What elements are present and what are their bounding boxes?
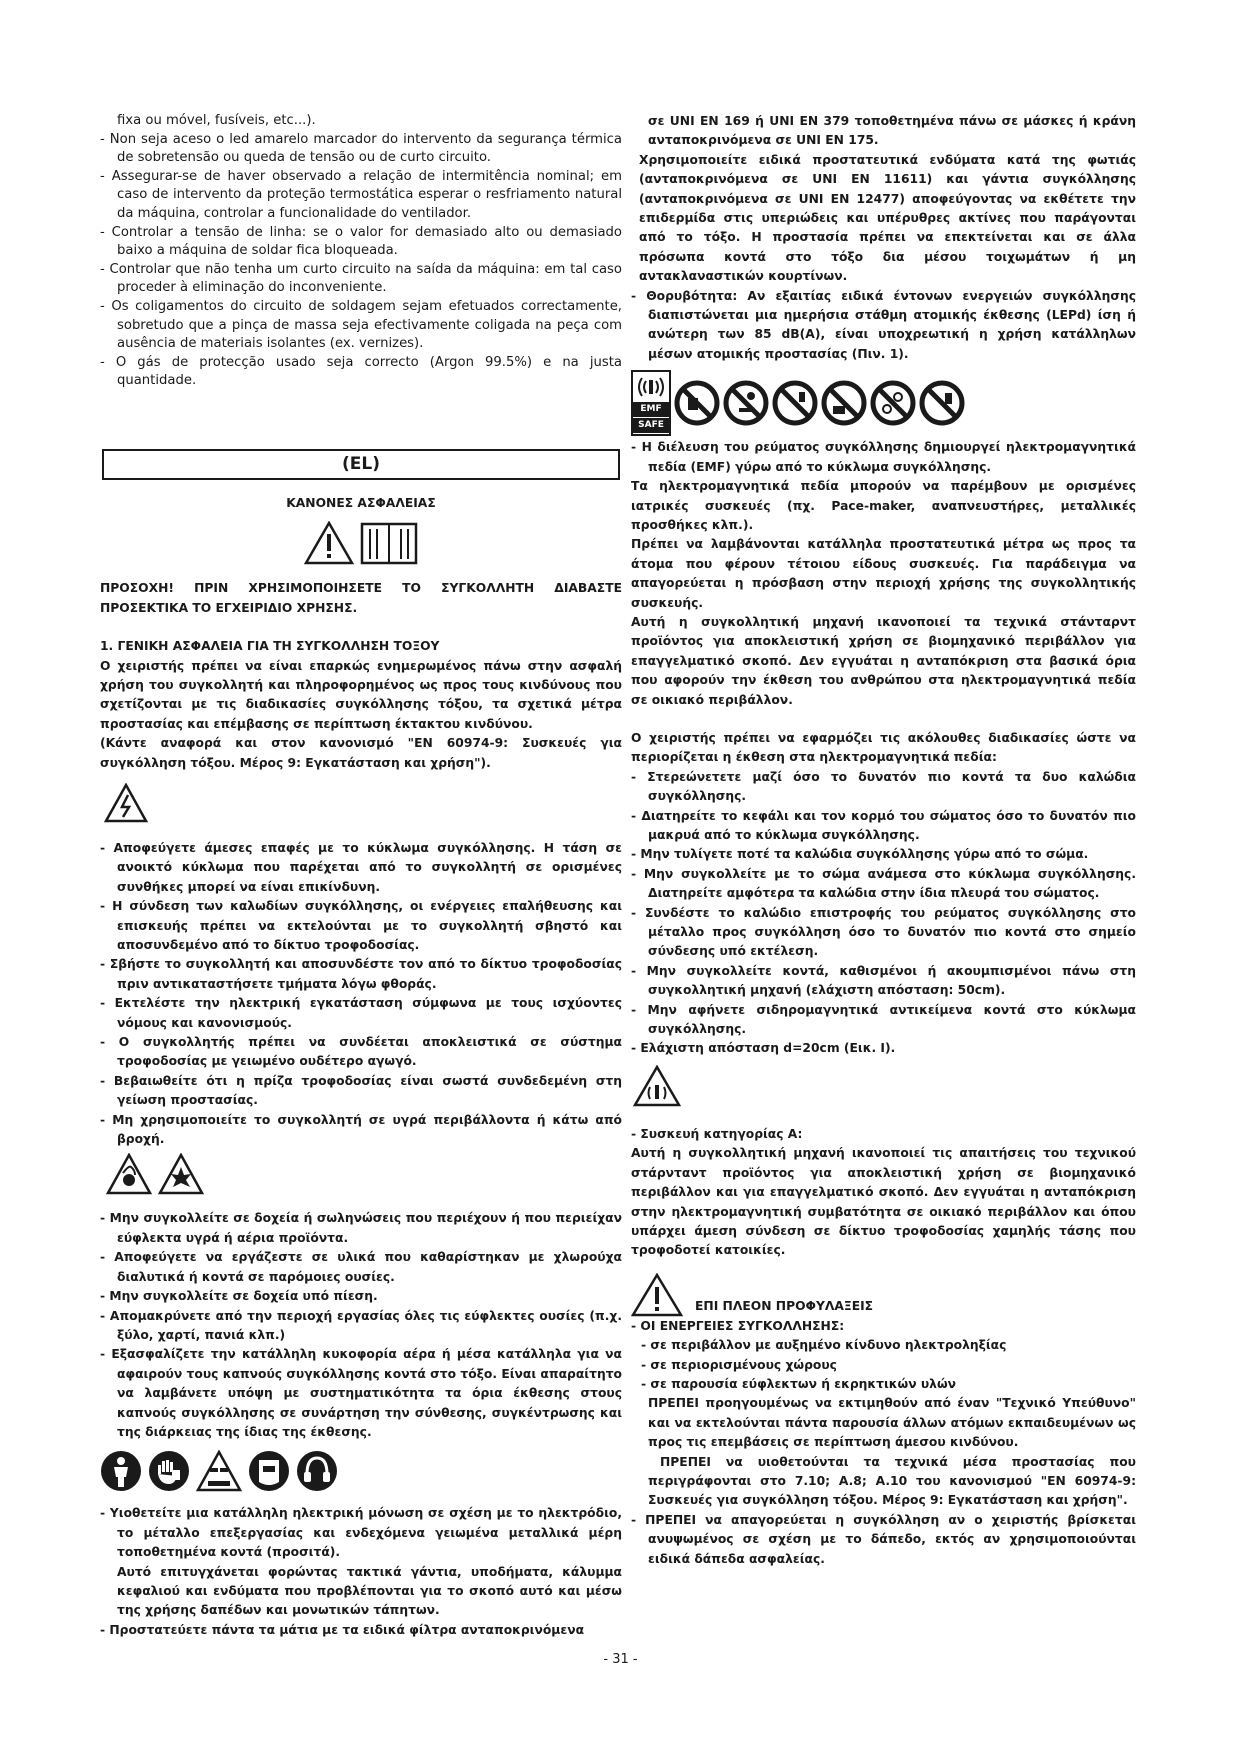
insulation-item: - Υιοθετείτε μια κατάλληλη ηλεκτρική μόνωση σε σχέση με το ηλεκτρόδιο, το μέταλλο επεξεργασίας και ενδεχόμενα γειωμένα μεταλλικά μέρη τοποθετημένα κοντά (προσιτά).	[100, 1506, 622, 1560]
class-a-text: Αυτή η συγκολλητική μηχανή ικανοποιεί τις απαιτήσεις του τεχνικού στάρνταντ προϊόντος για αποκλειστική χρήση σε βιομηχανικό περιβάλλον και για επαγγελματικό σκοπό. Δεν εγγυάται η ανταπόκριση στην ηλεκτρομαγνητική συμβατότητα σε οικιακό περιβάλλον και όπου υπάρχει άμεση σύνδεση σε δίκτυο τροφοδοσίας χαμηλής τάσης που τροφοδοτεί κατοικίες.	[631, 1146, 1136, 1258]
eye-protection-item: - Προστατεύετε πάντα τα μάτια με τα ειδικά φίλτρα ανταποκρινόμενα	[100, 1622, 585, 1637]
left-column	[100, 112, 622, 1640]
operations-title: - ΟΙ ΕΝΕΡΓΕΙΕΣ ΣΥΓΚΟΛΛΗΣΗΣ:	[631, 1318, 845, 1333]
no-electronic-devices-icon	[919, 380, 965, 426]
checklist-item: - Os coligamentos do circuito de soldagem sejam efetuados correctamente, sobretudo que a pinça de massa seja efectivamente coligada na peça com ausência de materiais isolantes (ex. vernizes).	[100, 298, 622, 352]
explosion-warning-icon	[158, 1153, 204, 1195]
insulation-item-cont: Αυτό επιτυγχάνεται φορώντας τακτικά γάντια, υποδήματα, κάλυμμα κεφαλιού και ενδύματα που προβλέπονται για το σκοπό αυτό και μέσω της χρήσης δαπέδων και μονωτικών τάπητων.	[117, 1564, 622, 1618]
right-column	[631, 112, 1136, 1569]
section1-reference: (Κάντε αναφορά και στον κανονισμό "EN 60974-9: Συσκευές για συγκόλληση τόξου. Μέρος 9: Εγκατάσταση και χρήση").	[100, 736, 622, 770]
list-item: - Βεβαιωθείτε ότι η πρίζα τροφοδοσίας είναι σωστά συνδεδεμένη στη γείωση προστασίας.	[100, 1073, 622, 1108]
list-item: - σε παρουσία εύφλεκτων ή εκρηκτικών υλών	[641, 1376, 957, 1391]
no-pacemaker-icon	[674, 380, 720, 426]
eye-protection-cont: σε UNI EN 169 ή UNI EN 379 τοποθετημένα πάνω σε μάσκες ή κράνη ανταποκρινόμενα σε UNI EN 175.	[648, 114, 1136, 148]
list-item: - Μην συγκολλείτε κοντά, καθισμένοι ή ακουμπισμένοι πάνω στη συγκολλητική μηχανή (ελάχιστη απόσταση: 50cm).	[631, 963, 1136, 998]
warning-triangle-icon	[304, 521, 354, 565]
list-item: - Μην συγκολλείτε σε δοχεία υπό πίεση.	[100, 1289, 378, 1304]
safe-label: SAFE	[633, 418, 669, 433]
list-item: - Η σύνδεση των καλωδίων συγκόλλησης, οι ενέργειες επαλήθευσης και επισκευής πρέπει να εκτελούνται με το συγκολλητή σβηστό και αποσυνδεμένο από το δίκτυο τροφοδοσίας.	[100, 899, 622, 952]
list-item: - Στερεώνετετε μαζί όσο το δυνατόν πιο κοντά τα δυο καλώδια συγκόλλησης.	[631, 769, 1136, 804]
emf-safe-icon	[631, 370, 671, 436]
section1-title: 1. ΓΕΝΙΚΗ ΑΣΦΑΛΕΙΑ ΓΙΑ ΤΗ ΣΥΓΚΟΛΛΗΣΗ ΤΟΞΟΥ	[100, 639, 440, 654]
list-item: - Απομακρύνετε από την περιοχή εργασίας όλες τις εύφλεκτες ουσίες (π.χ. ξύλο, χαρτί, πανιά κλπ.)	[100, 1308, 622, 1342]
checklist-item: fixa ou móvel, fusíveis, etc...).	[117, 113, 316, 128]
emf-wave-icon	[634, 372, 668, 402]
list-item: - σε περιβάλλον με αυξημένο κίνδυνο ηλεκτροληξίας	[641, 1338, 1007, 1353]
emf-warning-icon	[633, 1065, 681, 1107]
checklist-item: - Controlar que não tenha um curto circuito na saída da máquina: em tal caso proceder à eliminação do inconveniente.	[100, 261, 622, 296]
no-magnetic-devices-icon	[870, 380, 916, 426]
checklist-item: - Non seja aceso o led amarelo marcador do intervento da segurança térmica de sobretensão ou queda de tensão ou de curto circuito.	[100, 131, 622, 166]
safety-title: ΚΑΝΟΝΕΣ ΑΣΦΑΛΕΙΑΣ	[286, 495, 436, 510]
list-item: - Αποφεύγετε άμεσες επαφές με το κύκλωμα συγκόλλησης. Η τάση σε ανοικτό κύκλωμα που παρέχεται από το συγκολλητή σε ορισμένες συνθήκες μπορεί να είναι επικίνδυνη.	[100, 840, 622, 894]
checklist-item: - Assegurar-se de haver observado a relação de intermitência nominal; em caso de intervento da proteção termostática esperar o resfriamento natural da máquina, controlar a funcionalidade do ventilador.	[100, 168, 622, 221]
emf-prohibition-icons	[631, 370, 1136, 436]
language-header: (EL)	[102, 449, 620, 480]
list-item: - Ο συγκολλητής πρέπει να συνδέεται αποκλειστικά σε σύστημα τροφοδοσίας με γειωμένο ουδέτερο αγωγό.	[100, 1035, 622, 1069]
protective-suit-icon	[100, 1450, 142, 1492]
checklist-item: - Controlar a tensão de linha: se o valor for demasiado alto ou demasiado baixo a máquina de soldar fica bloqueada.	[100, 224, 622, 259]
no-metal-objects-icon	[772, 380, 818, 426]
electric-shock-icon-wrap	[104, 783, 622, 827]
emf-procedures-list	[631, 768, 1136, 1059]
page-number: - 31 -	[603, 1652, 638, 1667]
read-manual-icon	[360, 521, 418, 565]
must-paragraph-3: - ΠΡΕΠΕΙ να απαγορεύεται η συγκόλληση αν ο χειριστής βρίσκεται ανυψωμένος σε σχέση με το δάπεδο, εκτός αν χρησιμοποιούνται ειδικά δάπεδα ασφαλείας.	[631, 1512, 1136, 1566]
portuguese-checklist	[100, 112, 622, 391]
list-item: - Συνδέστε το καλώδιο επιστροφής του ρεύματος συγκόλλησης στο μέταλλο προς συγκόλληση όσο το δυνατόν πιο κοντά στο σημείο σύνδεσης υπό εκτέλεση.	[631, 905, 1136, 959]
manual-warning-icons	[100, 521, 622, 565]
fire-hazard-icons	[106, 1153, 622, 1195]
electric-shock-icon	[104, 783, 148, 823]
corrosive-warning-icon	[196, 1450, 242, 1492]
fire-safety-list	[100, 1209, 622, 1442]
manual-warning-text: ΠΡΟΣΟΧΗ! ΠΡΙΝ ΧΡΗΣΙΜΟΠΟΙΗΣΕΤΕ ΤΟ ΣΥΓΚΟΛΛΗΤΗ ΔΙΑΒΑΣΤΕ ΠΡΟΣΕΚΤΙΚΑ ΤΟ ΕΓΧΕΙΡΙΔΙΟ ΧΡΗΣΗΣ.	[100, 581, 622, 615]
list-item: - Μην αφήνετε σιδηρομαγνητικά αντικείμενα κοντά στο κύκλωμα συγκόλλησης.	[631, 1002, 1136, 1037]
ear-protection-icon	[296, 1450, 338, 1492]
emf-procedures-intro: Ο χειριστής πρέπει να εφαρμόζει τις ακόλουθες διαδικασίες ώστε να περιορίζεται η έκθεση στα ηλεκτρομαγνητικά πεδία:	[631, 730, 1136, 765]
ppe-icons	[100, 1450, 622, 1492]
flammable-warning-icon	[106, 1153, 152, 1195]
list-item: - Εκτελέστε την ηλεκτρική εγκατάσταση σύμφωνα με τους ισχύοντες νόμους και κανονισμούς.	[100, 996, 622, 1030]
must-paragraph-2: ΠΡΕΠΕΙ να υιοθετούνται τα τεχνικά μέσα προστασίας που περιγράφονται στο 7.10; A.8; A.10 του κανονισμού "EN 60974-9: Συσκευές για συγκόλληση τόξου. Μέρος 9: Εγκατάσταση και χρήση".	[648, 1454, 1136, 1508]
list-item: - Μην συγκολλείτε σε δοχεία ή σωληνώσεις που περιέχουν ή που περιείχαν εύφλεκτα υγρά ή αέρια προϊόντα.	[100, 1211, 622, 1245]
list-item: - Διατηρείτε το κεφάλι και τον κορμό του σώματος όσο το δυνατόν πιο μακρυά από το κύκλωμα συγκόλλησης.	[631, 808, 1136, 842]
welding-mask-icon	[248, 1450, 290, 1492]
no-implants-icon	[723, 380, 769, 426]
extra-precautions-header	[631, 1273, 1136, 1317]
protective-gloves-icon	[148, 1450, 190, 1492]
general-warning-icon	[631, 1273, 683, 1317]
extra-precautions-title: ΕΠΙ ΠΛΕΟΝ ΠΡΟΦΥΛΑΞΕΙΣ	[695, 1299, 874, 1314]
emf-label: EMF	[633, 402, 669, 417]
list-item: - Σβήστε το συγκολλητή και αποσυνδέστε τον από το δίκτυο τροφοδοσίας πριν αντικαταστήσετε τμήματα λόγω φθοράς.	[100, 957, 622, 991]
list-item: - σε περιορισμένους χώρους	[641, 1357, 837, 1372]
list-item: - Μην τυλίγετε ποτέ τα καλώδια συγκόλλησης γύρω από το σώμα.	[631, 847, 1089, 862]
operations-list	[631, 1336, 1136, 1394]
emf-item: - Η διέλευση του ρεύματος συγκόλλησης δημιουργεί ηλεκτρομαγνητικά πεδία (EMF) γύρω από το κύκλωμα συγκόλλησης.	[631, 440, 1136, 474]
no-watches-icon	[821, 380, 867, 426]
emf-warning-icon-wrap	[633, 1065, 1136, 1111]
list-item: - Ελάχιστη απόσταση d=20cm (Εικ. I).	[631, 1041, 896, 1056]
noise-item: - Θορυβότητα: Αν εξαιτίας ειδικά έντονων ενεργειών συγκόλλησης διαπιστώνεται μια ημερήσια στάθμη ατομικής έκθεσης (LEPd) ίση ή ανώτερη των 85 dB(A), είναι υποχρεωτική η χρήση κατάλληλων μέσων ατομικής προστασίας (Πιν. 1).	[631, 288, 1136, 361]
list-item: - Μην συγκολλείτε με το σώμα ανάμεσα στο κύκλωμα συγκόλλησης. Διατηρείτε αμφότερα τα καλώδια στην ίδια πλευρά του σώματος.	[631, 866, 1136, 901]
list-item: - Εξασφαλίζετε την κατάλληλη κυκοφορία αέρα ή μέσα κατάλληλα για να αφαιρούν τους καπνούς συγκόλλησης κοντά στο τόξο. Είναι απαραίτητο να λαμβάνετε υπόψη με συστηματικότητα τα όρια έκθεσης στους καπνούς συγκόλλησης σε συνάρτηση την σύνθεσης, συγκέντρωσης και της διάρκειας της ίδιας της έκθεσης.	[100, 1347, 622, 1439]
list-item: - Αποφεύγετε να εργάζεστε σε υλικά που καθαρίστηκαν με χλωρούχα διαλυτικά ή κοντά σε παρόμοιες ουσίες.	[100, 1250, 622, 1284]
electric-safety-list	[100, 839, 622, 1150]
must-paragraph-1: ΠΡΕΠΕΙ προηγουμένως να εκτιμηθούν από έναν "Τεχνικό Υπεύθυνο" και να εκτελούνται πάντα παρουσία άλλων ατόμων εκπαιδευμένων ως προς τις επεμβάσεις σε περίπτωση άμεσου κινδύνου.	[648, 1396, 1136, 1450]
checklist-item: - O gás de protecção usado seja correcto (Argon 99.5%) e na justa quantidade.	[100, 354, 622, 389]
emf-paragraph-1: Τα ηλεκτρομαγνητικά πεδία μπορούν να παρέμβουν με ορισμένες ιατρικές συσκευές (πχ. Pace-maker, αναπνευστήρες, μεταλλικές προσθήκες κλπ.).	[631, 479, 1136, 532]
section1-intro: Ο χειριστής πρέπει να είναι επαρκώς ενημερωμένος πάνω στην ασφαλή χρήση του συγκολλητή και πληροφορημένος ως προς τους κινδύνους που σχετίζονται με τις διαδικασίες συγκόλλησης τόξου, τα σχετικά μέτρα προστασίας και επέμβασης σε περίπτωση έκτακτου κινδύνου.	[100, 658, 622, 731]
class-a-title: - Συσκευή κατηγορίας A:	[631, 1126, 803, 1141]
emf-paragraph-3: Αυτή η συγκολλητική μηχανή ικανοποιεί τα τεχνικά στάνταρντ προϊόντος για αποκλειστική χρήση σε βιομηχανικό περιβάλλον για επαγγελματικό σκοπό. Δεν εγγυάται η ανταπόκριση στα βασικά όρια που αφορούν την έκθεση του ανθρώπου στα ηλεκτρομαγνητικά πεδία σε οικιακό περιβάλλον.	[631, 614, 1136, 707]
emf-paragraph-2: Πρέπει να λαμβάνονται κατάλληλα προστατευτικά μέτρα ως προς τα άτομα που φέρουν τέτοιου είδους συσκευές. Για παράδειγμα να απαγορεύεται η πρόσβαση στην περιοχή χρήσης της συγκολλητικής συσκευής.	[631, 537, 1136, 610]
protective-clothing-text: Χρησιμοποιείτε ειδικά προστατευτικά ενδύματα κατά της φωτιάς (ανταποκρινόμενα σε UNI EN 11611) και γάντια συγκόλλησης (ανταποκρινόμενα σε UNI EN 12477) αποφεύγοντας να εκθέτετε την επιδερμίδα στις υπεριώδεις και υπέρυθρες ακτίνες που παράγονται από το τόξο. Η προστασία πρέπει να επεκτείνεται και σε άλλα πρόσωπα κοντά στο τόξο δια μέσου τοιχωμάτων ή μη αντακλαναστικών κουρτίνων.	[639, 152, 1136, 284]
list-item: - Μη χρησιμοποιείτε το συγκολλητή σε υγρά περιβάλλοντα ή κάτω από βροχή.	[100, 1112, 622, 1147]
